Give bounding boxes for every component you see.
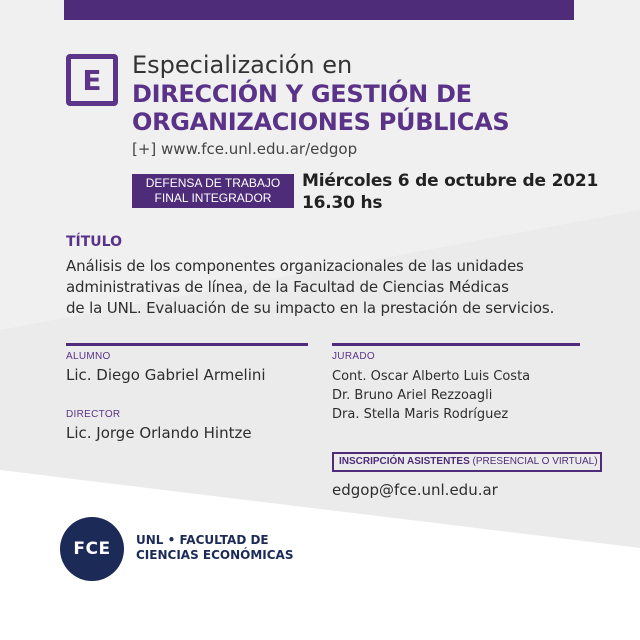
event-date: Miércoles 6 de octubre de 2021	[302, 171, 599, 191]
director-name: Lic. Jorge Orlando Hintze	[66, 424, 252, 442]
thesis-title	[66, 256, 606, 319]
defense-badge	[132, 174, 294, 208]
thesis-title-line: Análisis de los componentes organizacionales de las unidades	[66, 257, 524, 275]
top-accent-bar	[64, 0, 574, 20]
event-datetime	[302, 170, 598, 214]
badge-line2: FINAL INTEGRADOR	[154, 191, 272, 205]
student-name: Lic. Diego Gabriel Armelini	[66, 366, 266, 384]
registration-mode: (PRESENCIAL O VIRTUAL)	[469, 456, 598, 467]
program-url[interactable]: [+] www.fce.unl.edu.ar/edgop	[132, 140, 358, 158]
logo-letter: E	[82, 63, 102, 97]
thesis-title-line: de la UNL. Evaluación de su impacto en la prestación de servicios.	[66, 299, 555, 317]
registration-box	[332, 452, 602, 472]
fce-logo	[60, 517, 124, 581]
jury-label: JURADO	[332, 351, 375, 362]
title-main-line1: DIRECCIÓN Y GESTIÓN DE	[132, 80, 472, 108]
specialization-e-logo	[66, 54, 118, 106]
title-prefix: Especialización en	[132, 51, 353, 79]
jury-member: Cont. Oscar Alberto Luis Costa	[332, 369, 531, 384]
event-time: 16.30 hs	[302, 193, 383, 213]
thesis-title-label: TÍTULO	[66, 234, 122, 250]
divider-right	[332, 343, 580, 346]
student-label: ALUMNO	[66, 351, 111, 362]
jury-member: Dr. Bruno Ariel Rezzoagli	[332, 388, 493, 403]
director-label: DIRECTOR	[66, 409, 121, 420]
badge-line1: DEFENSA DE TRABAJO	[145, 176, 281, 190]
faculty-name	[136, 533, 293, 563]
faculty-line1: UNL • FACULTAD DE	[136, 533, 269, 547]
jury-list	[332, 367, 530, 424]
faculty-line2: CIENCIAS ECONÓMICAS	[136, 548, 294, 562]
registration-label: INSCRIPCIÓN ASISTENTES	[339, 456, 470, 467]
jury-member: Dra. Stella Maris Rodríguez	[332, 407, 509, 422]
divider-left	[66, 343, 308, 346]
fce-logo-text: FCE	[73, 539, 111, 559]
thesis-title-line: administrativas de línea, de la Facultad de Ciencias Médicas	[66, 278, 509, 296]
registration-email[interactable]: edgop@fce.unl.edu.ar	[332, 481, 498, 499]
title-main-line2: ORGANIZACIONES PÚBLICAS	[132, 108, 510, 136]
